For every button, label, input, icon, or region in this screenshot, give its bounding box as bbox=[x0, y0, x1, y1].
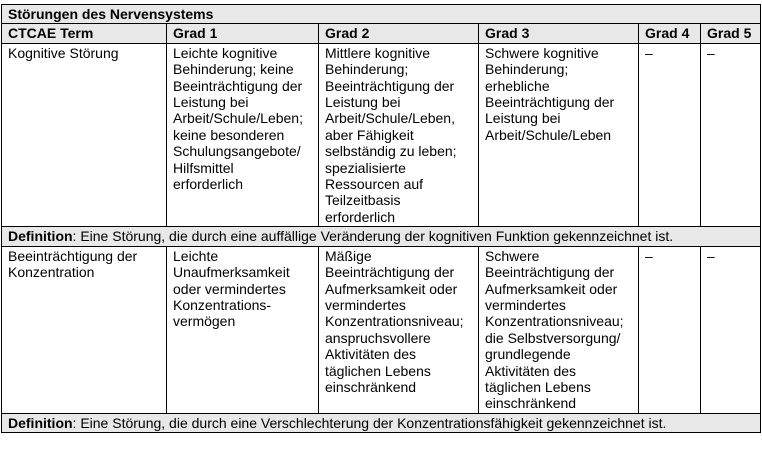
grad-3-cell: Schwere kognitive Behinderung; erhebliche Beeinträchtigung der Leistung bei Arbeit/Schule/Leben bbox=[479, 43, 639, 226]
grad-1-cell: Leichte kognitive Behinderung; keine Beeinträchtigung der Leistung bei Arbeit/Schule/Leben; keine besonderen Schulungsangebote/ Hilfsmittel erforderlich bbox=[167, 43, 319, 226]
header-grad-2: Grad 2 bbox=[319, 24, 479, 43]
definition-text: : Eine Störung, die durch eine auffällige Veränderung der kognitiven Funktion gekennzeichnet ist. bbox=[72, 228, 674, 245]
term-cell: Kognitive Störung bbox=[2, 43, 167, 226]
grad-5-cell: – bbox=[701, 43, 761, 226]
grad-4-cell: – bbox=[639, 43, 701, 226]
ctcae-table bbox=[1, 4, 761, 433]
table-row bbox=[2, 43, 761, 226]
table-row bbox=[2, 246, 761, 413]
definition-label: Definition bbox=[8, 228, 73, 245]
definition-cell bbox=[2, 227, 761, 246]
definition-label: Definition bbox=[8, 414, 73, 431]
table-title: Störungen des Nervensystems bbox=[2, 5, 761, 24]
grad-2-cell: Mittlere kognitive Behinderung; Beeinträchtigung der Leistung bei Arbeit/Schule/Leben, aber Fähigkeit selbständig zu leben; spezialisierte Ressourcen auf Teilzeitbasis erforderlich bbox=[319, 43, 479, 226]
definition-row bbox=[2, 413, 761, 432]
grad-1-cell: Leichte Unaufmerksamkeit oder vermindertes Konzentrations- vermögen bbox=[167, 246, 319, 413]
header-grad-1: Grad 1 bbox=[167, 24, 319, 43]
term-cell: Beeinträchtigung der Konzentration bbox=[2, 246, 167, 413]
grad-5-cell: – bbox=[701, 246, 761, 413]
grad-4-cell: – bbox=[639, 246, 701, 413]
header-grad-3: Grad 3 bbox=[479, 24, 639, 43]
definition-text: : Eine Störung, die durch eine Verschlechterung der Konzentrationsfähigkeit gekennzeichnet ist. bbox=[72, 414, 667, 431]
header-grad-5: Grad 5 bbox=[701, 24, 761, 43]
definition-row bbox=[2, 227, 761, 246]
grad-3-cell: Schwere Beeinträchtigung der Aufmerksamkeit oder vermindertes Konzentrationsniveau; die Selbstversorgung/ grundlegende Aktivitäten des täglichen Lebens einschränkend bbox=[479, 246, 639, 413]
header-grad-4: Grad 4 bbox=[639, 24, 701, 43]
header-ctcae-term: CTCAE Term bbox=[2, 24, 167, 43]
grad-2-cell: Mäßige Beeinträchtigung der Aufmerksamkeit oder vermindertes Konzentrationsniveau; anspruchsvollere Aktivitäten des täglichen Lebens einschränkend bbox=[319, 246, 479, 413]
table-title-row bbox=[2, 5, 761, 24]
table-header-row bbox=[2, 24, 761, 43]
definition-cell bbox=[2, 413, 761, 432]
